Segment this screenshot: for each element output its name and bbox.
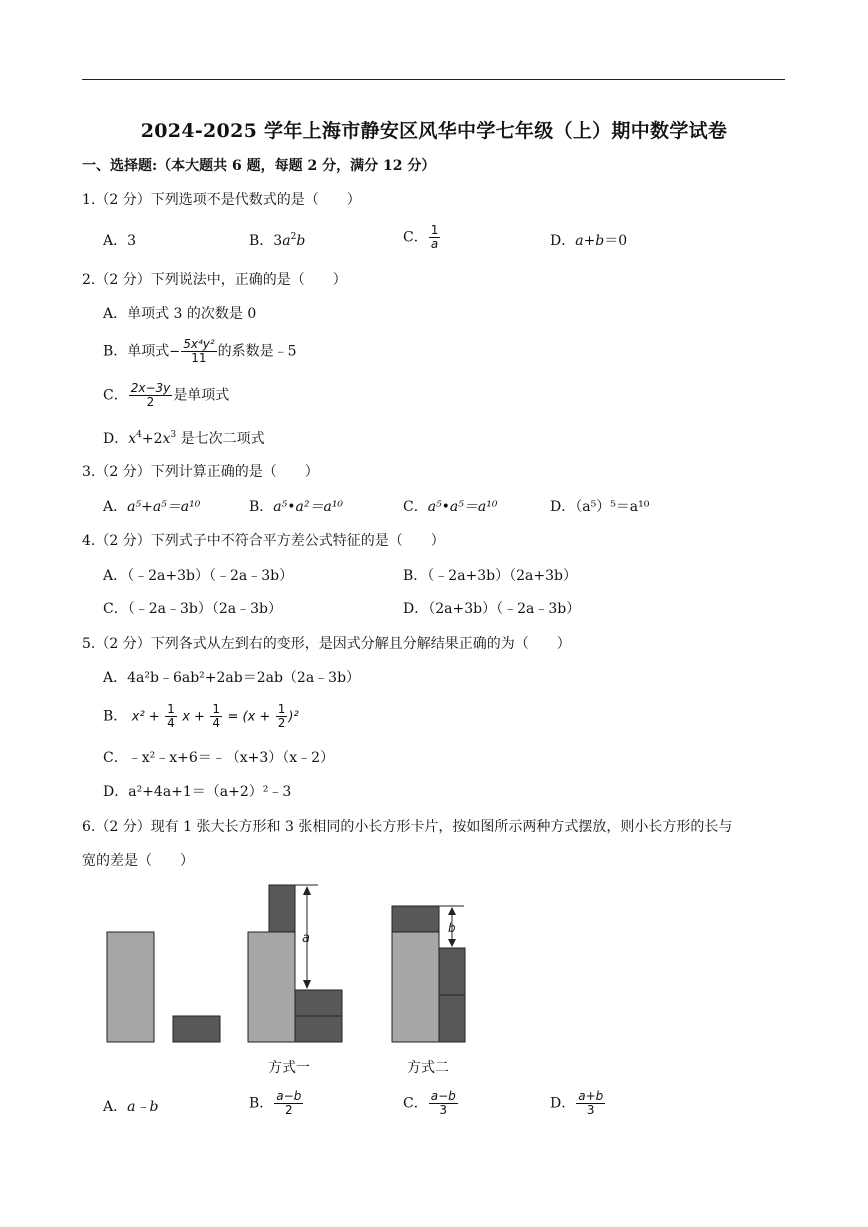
method1-small-rect-bottom xyxy=(295,1016,342,1042)
question-1-stem: 1.（2 分）下列选项不是代数式的是（ ） xyxy=(82,192,361,208)
question-2-stem: 2.（2 分）下列说法中，正确的是（ ） xyxy=(82,272,347,288)
q6-option-a: A．a﹣b xyxy=(103,1099,159,1115)
question-6-stem-line2: 宽的差是（ ） xyxy=(82,853,194,869)
q2-option-a: A．单项式 3 的次数是 0 xyxy=(103,306,257,322)
q4-option-c: C．（﹣2a﹣3b）（2a﹣3b） xyxy=(103,601,282,617)
caption-method1: 方式一 xyxy=(268,1060,310,1076)
q5-option-b: B． x² + $\frac{1}{4}$ x + $\frac{1}{4}$ = (x + $\frac{1}{2}$ )² xyxy=(103,702,299,730)
q2-option-d: D．$x^4+2x^3$ 是七次二项式 xyxy=(103,430,265,447)
q6-option-b: B． $\frac{a-b}{2}$ xyxy=(249,1089,302,1117)
q1-option-b: B．$3a^2b$ xyxy=(249,232,306,249)
q3-option-a: A．a⁵+a⁵＝a¹⁰ xyxy=(103,499,201,515)
large-rectangle-card xyxy=(107,932,154,1042)
q6-option-d: D． $\frac{a+b}{3}$ xyxy=(550,1089,604,1117)
method2-small-rect-top xyxy=(392,906,439,932)
method2-small-rect-right-upper xyxy=(439,948,465,995)
q5-option-c: C．﹣x²﹣x+6＝﹣（x+3）（x﹣2） xyxy=(103,750,335,766)
small-rectangle-card xyxy=(173,1016,220,1042)
method1-small-rect-top xyxy=(269,885,295,932)
q3-option-c: C．a⁵•a⁵＝a¹⁰ xyxy=(403,499,498,515)
question-3-stem: 3.（2 分）下列计算正确的是（ ） xyxy=(82,464,319,480)
q4-option-a: A．（﹣2a+3b）（﹣2a﹣3b） xyxy=(103,568,294,584)
q3-option-d: D．（a⁵）⁵＝a¹⁰ xyxy=(550,499,650,515)
question-4-stem: 4.（2 分）下列式子中不符合平方差公式特征的是（ ） xyxy=(82,533,445,549)
method2-small-rect-right-lower xyxy=(439,995,465,1042)
q5-option-a: A．4a²b﹣6ab²+2ab＝2ab（2a﹣3b） xyxy=(103,670,361,686)
question-5-stem: 5.（2 分）下列各式从左到右的变形，是因式分解且分解结果正确的为（ ） xyxy=(82,636,571,652)
page-title: 2024-2025 学年上海市静安区风华中学七年级（上）期中数学试卷 xyxy=(140,120,728,142)
q1-option-c: C． $\frac{1}{a}$ xyxy=(403,223,439,251)
section-heading: 一、选择题:（本大题共 6 题，每题 2 分，满分 12 分） xyxy=(82,158,436,174)
q3-option-b: B．a⁵•a²＝a¹⁰ xyxy=(249,499,344,515)
q1-option-a: A．3 xyxy=(103,233,137,249)
label-a: a xyxy=(302,931,310,946)
q4-option-d: D．（2a+3b）（﹣2a﹣3b） xyxy=(403,601,581,617)
q6-figure xyxy=(100,880,480,1080)
method2-large-rect xyxy=(392,932,439,1042)
caption-method2: 方式二 xyxy=(407,1060,449,1076)
q1-option-d: D．a+b＝0 xyxy=(550,233,628,249)
q2-option-b: B．单项式− $\frac{\text{5x⁴y²}}{11}$ 的系数是﹣5 xyxy=(103,337,297,365)
method1-small-rect-middle xyxy=(295,990,342,1016)
q6-option-c: C． $\frac{a-b}{3}$ xyxy=(403,1089,456,1117)
q4-option-b: B．（﹣2a+3b）（2a+3b） xyxy=(403,568,577,584)
question-6-stem-line1: 6.（2 分）现有 1 张大长方形和 3 张相同的小长方形卡片，按如图所示两种方式摆放，则小长方形的长与 xyxy=(82,819,733,835)
header-rule xyxy=(82,79,785,80)
q2-option-c: C． $\frac{2x-3y}{2}$ 是单项式 xyxy=(103,381,230,409)
method1-large-rect xyxy=(248,932,295,1042)
q5-option-d: D．a²+4a+1＝（a+2）²﹣3 xyxy=(103,784,292,800)
label-b: b xyxy=(448,921,456,935)
